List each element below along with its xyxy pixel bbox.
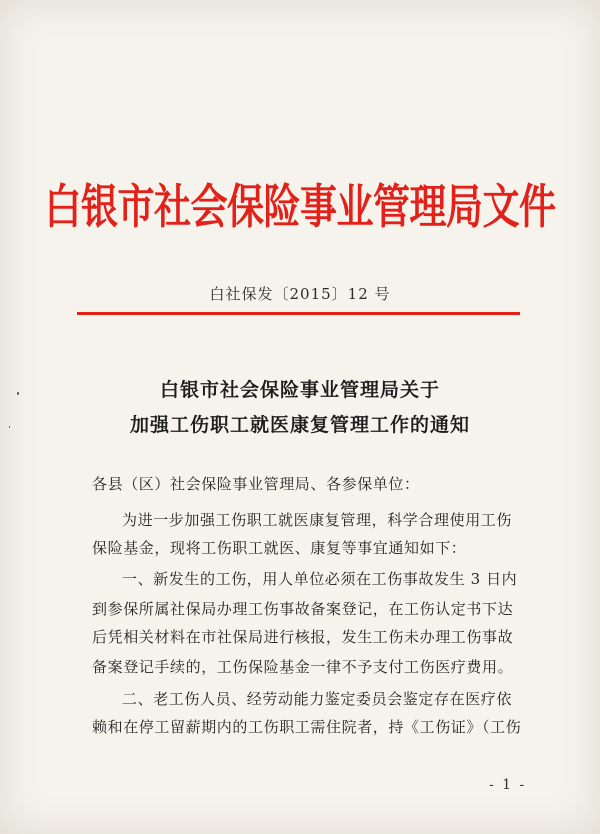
red-divider-line: [77, 312, 520, 315]
body-line: 备案登记手续的，工伤保险基金一律不予支付工伤医疗费用。: [92, 658, 514, 676]
notice-title-line-2: 加强工伤职工就医康复管理工作的通知: [129, 414, 470, 436]
scan-speck: [17, 392, 19, 395]
notice-title-line-1: 白银市社会保险事业管理局关于: [159, 379, 440, 401]
body-line: 后凭相关材料在市社保局进行核报，发生工伤未办理工伤事故: [92, 628, 514, 646]
header-title: 白银市社会保险事业管理局文件: [44, 178, 556, 235]
body-line: 二、老工伤人员、经劳动能力鉴定委员会鉴定存在医疗依: [122, 690, 513, 708]
page-number: - 1 -: [489, 777, 527, 793]
body-line: 一、新发生的工伤，用人单位必须在工伤事故发生 3 日内: [122, 570, 518, 588]
body-line: 保险基金，现将工伤职工就医、康复等事宜通知如下：: [92, 539, 467, 557]
body-line: 到参保所属社保局办理工伤事故备案登记，在工伤认定书下达: [92, 600, 514, 618]
body-line: 为进一步加强工伤职工就医康复管理，科学合理使用工伤: [122, 511, 513, 529]
salutation: 各县（区）社会保险事业管理局、各参保单位：: [92, 475, 420, 493]
scan-speck: [9, 426, 10, 428]
body-line: 赖和在停工留薪期内的工伤职工需住院者，持《工伤证》（工伤: [92, 718, 522, 736]
document-number: 白社保发〔2015〕12 号: [209, 285, 391, 303]
